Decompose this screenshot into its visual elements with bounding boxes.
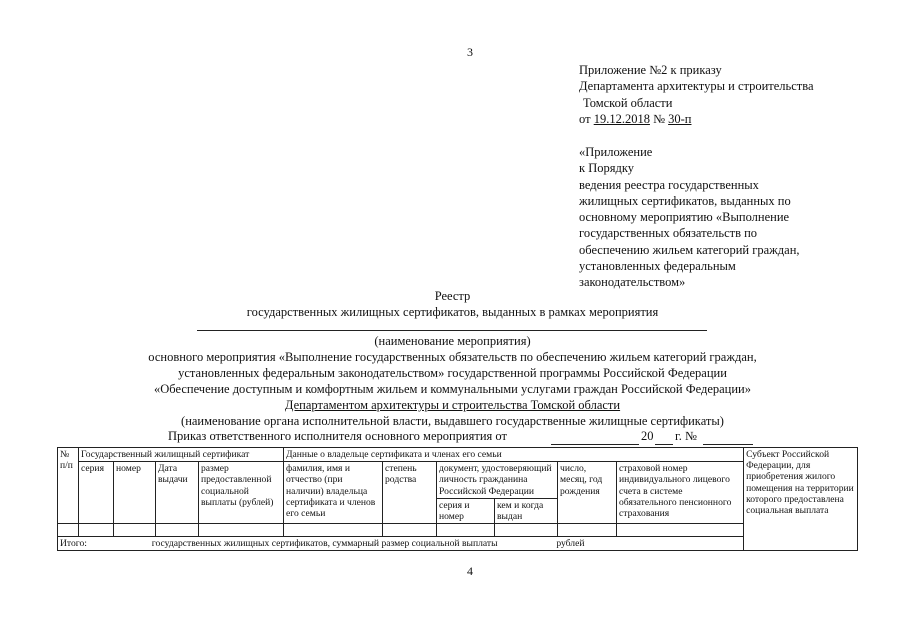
quote-line: установленных федеральным	[579, 259, 736, 274]
quote-line: законодательством»	[579, 275, 686, 290]
col-fio-header: фамилия, имя и отчество (при наличии) владельца сертификата и членов его семьи	[284, 462, 383, 524]
appendix-number-sign: №	[653, 111, 665, 126]
col-amount-header: размер предоставленной социальной выплаты (рублей)	[199, 462, 284, 524]
empty-cell	[156, 524, 199, 537]
col-group-owner: Данные о владельце сертификата и членах его семьи	[284, 448, 744, 462]
caption-event-name: (наименование мероприятия)	[374, 334, 531, 348]
title-line-4: установленных федеральным законодательством» государственной программы Российской Федерации	[178, 366, 727, 380]
empty-cell	[437, 524, 495, 537]
quote-block	[579, 144, 800, 291]
blank-line-event-name	[197, 330, 707, 331]
total-row	[58, 537, 858, 551]
empty-cell	[284, 524, 383, 537]
title-line-3: основного мероприятия «Выполнение государственных обязательств по обеспечению жильем категорий граждан,	[148, 350, 757, 364]
appendix-date-prefix: от	[579, 111, 591, 126]
appendix-date-line	[579, 111, 814, 127]
appendix-line-1: Приложение №2 к приказу	[579, 63, 722, 77]
order-number-label: г. №	[675, 429, 697, 443]
col-doc-series-header: серия и номер	[437, 498, 495, 523]
col-subject-header: Субъект Российской Федерации, для приобретения жилого помещения на территории которого предоставлена социальная выплата	[744, 448, 858, 551]
col-document-header: документ, удостоверяющий личность гражданина Российской Федерации	[437, 462, 558, 499]
quote-line: основному мероприятию «Выполнение	[579, 210, 790, 225]
empty-cell	[617, 524, 744, 537]
col-relation-header: степень родства	[383, 462, 437, 524]
order-year-blank	[655, 444, 673, 445]
quote-line: жилищных сертификатов, выданных по	[579, 193, 791, 208]
appendix-date: 19.12.2018	[593, 111, 650, 126]
title-line-5: «Обеспечение доступным и комфортным жильем и коммунальными услугами граждан Российской Федерации»	[154, 382, 751, 396]
issuer-name	[0, 397, 905, 413]
quote-line: ведения реестра государственных	[579, 177, 759, 192]
empty-cell	[199, 524, 284, 537]
total-unit: рублей	[556, 538, 585, 550]
order-date-blank	[551, 444, 639, 445]
empty-cell	[383, 524, 437, 537]
appendix-number: 30-п	[668, 111, 692, 126]
col-group-certificate: Государственный жилищный сертификат	[79, 448, 284, 462]
total-label: Итого:	[60, 538, 87, 550]
empty-cell	[58, 524, 79, 537]
col-num-header: № п/п	[58, 448, 79, 524]
title-line-2: государственных жилищных сертификатов, выданных в рамках мероприятия	[246, 305, 659, 319]
quote-line: к Порядку	[579, 161, 634, 176]
empty-cell	[114, 524, 156, 537]
order-year: 20	[641, 429, 654, 443]
header-row-2	[58, 462, 858, 499]
col-issue-date-header: Дата выдачи	[156, 462, 199, 524]
col-number-header: номер	[114, 462, 156, 524]
col-doc-issued-header: кем и когда выдан	[495, 498, 558, 523]
col-snils-header: страховой номер индивидуального лицевого счета в системе обязательного пенсионного страхования	[617, 462, 744, 524]
header-row-1	[58, 448, 858, 462]
order-line-prefix: Приказ ответственного исполнителя основного мероприятия от	[168, 429, 507, 443]
quote-line: обеспечению жильем категорий граждан,	[579, 242, 800, 257]
empty-cell	[558, 524, 617, 537]
total-text: государственных жилищных сертификатов, суммарный размер социальной выплаты	[151, 538, 498, 550]
page-number-bottom: 4	[467, 564, 473, 578]
title-registry: Реестр	[434, 289, 471, 303]
empty-cell	[79, 524, 114, 537]
appendix-line-3: Томской области	[583, 95, 673, 110]
order-number-blank	[703, 444, 753, 445]
quote-line: «Приложение	[579, 145, 653, 159]
total-cell	[58, 537, 744, 551]
registry-table	[57, 447, 858, 551]
appendix-header	[579, 62, 814, 127]
issuer-name-text: Департаментом архитектуры и строительства Томской области	[284, 398, 621, 412]
col-birthdate-header: число, месяц, год рождения	[558, 462, 617, 524]
page-number-top: 3	[467, 45, 473, 59]
quote-line: государственных обязательств по	[579, 226, 758, 241]
appendix-line-2: Департамента архитектуры и строительства	[579, 79, 814, 94]
empty-cell	[495, 524, 558, 537]
col-series-header: серия	[79, 462, 114, 524]
empty-row	[58, 524, 858, 537]
caption-issuer: (наименование органа исполнительной власти, выдавшего государственные жилищные сертификаты)	[181, 414, 724, 428]
